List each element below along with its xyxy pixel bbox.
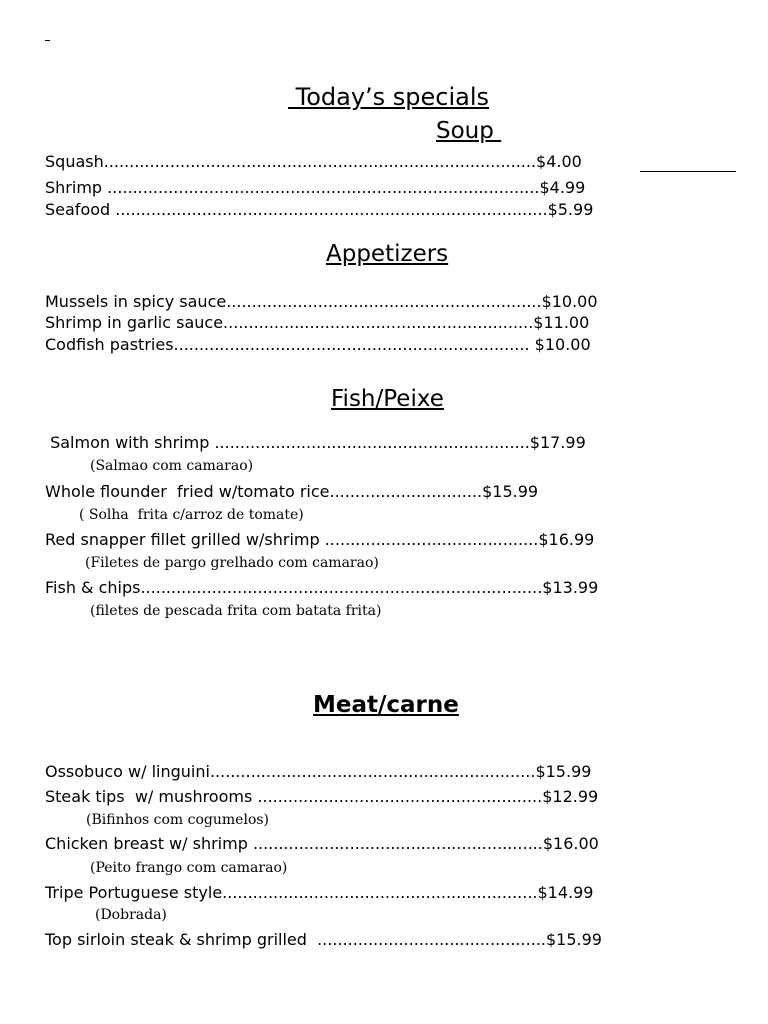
fish-item-flounder-translation: ( Solha frita c/arroz de tomate) bbox=[79, 507, 304, 523]
fish-item-salmon: Salmon with shrimp ..............................................................$17.99 bbox=[45, 433, 586, 452]
meat-item-chicken: Chicken breast w/ shrimp .........................................................$16.00 bbox=[45, 834, 599, 853]
soup-item-seafood: Seafood .....................................................................................$5.99 bbox=[45, 200, 594, 219]
meat-item-sirloin: Top sirloin steak & shrimp grilled .............................................$15.99 bbox=[45, 930, 602, 949]
meat-item-tripe-translation: (Dobrada) bbox=[95, 907, 167, 923]
meat-heading: Meat/carne bbox=[313, 692, 459, 718]
appetizer-item-mussels: Mussels in spicy sauce..............................................................$10.00 bbox=[45, 292, 598, 311]
fish-heading: Fish/Peixe bbox=[331, 386, 444, 412]
appetizers-heading: Appetizers bbox=[326, 241, 449, 267]
appetizer-item-codfish: Codfish pastries...................................................................... $10.00 bbox=[45, 335, 591, 354]
appetizer-item-shrimp: Shrimp in garlic sauce.............................................................$11.00 bbox=[45, 313, 590, 332]
fish-item-red-snapper: Red snapper fillet grilled w/shrimp ..........................................$16.99 bbox=[45, 530, 595, 549]
meat-item-steak-tips-translation: (Bifinhos com cogumelos) bbox=[86, 812, 270, 828]
top-mark bbox=[45, 40, 50, 41]
fish-item-flounder: Whole flounder fried w/tomato rice..............................$15.99 bbox=[45, 482, 539, 501]
soup-heading: Soup bbox=[436, 118, 502, 144]
meat-item-ossobuco: Ossobuco w/ linguini................................................................$15.99 bbox=[45, 762, 592, 781]
page-title: Today’s specials bbox=[288, 83, 490, 111]
meat-item-steak-tips: Steak tips w/ mushrooms ........................................................$12.99 bbox=[45, 787, 599, 806]
fish-item-fish-chips: Fish & chips...............................................................................$13.99 bbox=[45, 578, 599, 597]
soup-item-shrimp: Shrimp .....................................................................................$4.99 bbox=[45, 178, 586, 197]
fish-item-fish-chips-translation: (filetes de pescada frita com batata frita) bbox=[90, 603, 382, 619]
fish-item-red-snapper-translation: (Filetes de pargo grelhado com camarao) bbox=[85, 555, 379, 571]
meat-item-chicken-translation: (Peito frango com camarao) bbox=[90, 860, 288, 876]
soup-item-squash: Squash.....................................................................................$4.00 bbox=[45, 152, 582, 171]
meat-item-tripe: Tripe Portuguese style..............................................................$14.99 bbox=[45, 883, 594, 902]
underline-rule bbox=[640, 171, 736, 172]
fish-item-salmon-translation: (Salmao com camarao) bbox=[90, 458, 254, 474]
